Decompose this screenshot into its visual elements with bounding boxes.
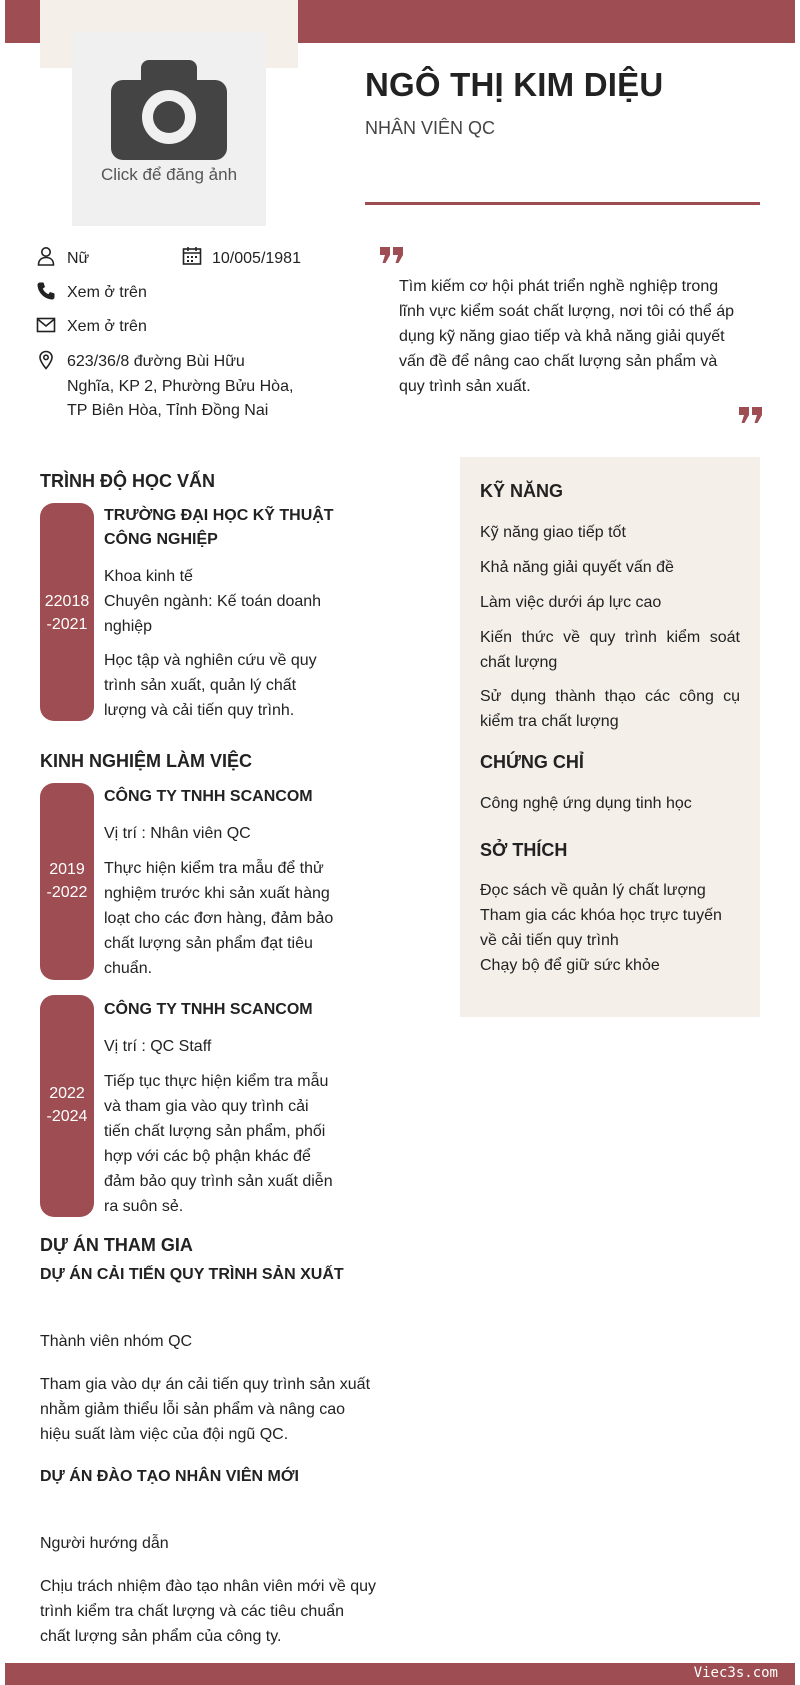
certificates-section-title: CHỨNG CHỈ: [480, 752, 584, 772]
education-date: [40, 590, 94, 636]
skill-item: Khả năng giải quyết vấn đề: [480, 559, 674, 576]
experience-section-title: KINH NGHIỆM LÀM VIỆC: [40, 751, 253, 771]
description-line: Chịu trách nhiệm đào tạo nhân viên mới về quy: [40, 1578, 377, 1595]
project-description: [40, 1574, 400, 1649]
education-description: [104, 648, 354, 723]
hobbies-section-title: SỞ THÍCH: [480, 840, 568, 860]
gender-value: Nữ: [67, 250, 90, 267]
project-role: Người hướng dẫn: [40, 1535, 169, 1552]
job-title: NHÂN VIÊN QC: [365, 118, 496, 138]
site-watermark: Viec3s.com: [693, 1665, 778, 1681]
description-line: chuẩn.: [104, 960, 153, 977]
objective-line: lĩnh vực kiểm soát chất lượng, nơi tôi có thể áp: [399, 303, 735, 320]
objective-line: quy trình sản xuất.: [399, 378, 531, 395]
experience-description: [104, 1069, 360, 1219]
hobby-line: Đọc sách về quản lý chất lượng: [480, 882, 706, 899]
user-icon: [36, 246, 56, 266]
project-description: [40, 1372, 400, 1447]
education-section-title: TRÌNH ĐỘ HỌC VẤN: [40, 471, 215, 491]
address-line-3: TP Biên Hòa, Tỉnh Đồng Nai: [67, 402, 269, 419]
company-name: CÔNG TY TNHH SCANCOM: [104, 788, 313, 805]
skill-item: Kỹ năng giao tiếp tốt: [480, 524, 626, 541]
skill-item: Sử dụng thành thạo các công cụ kiểm tra chất lượng: [480, 688, 740, 730]
description-line: nhằm giảm thiểu lỗi sản phẩm và nâng cao: [40, 1401, 346, 1418]
description-line: lượng và cải tiến quy trình.: [104, 702, 295, 719]
date-end: -2021: [46, 616, 88, 633]
email-value: Xem ở trên: [67, 318, 147, 335]
project-role: Thành viên nhóm QC: [40, 1333, 193, 1350]
objective-line: Tìm kiếm cơ hội phát triển nghề nghiệp trong: [399, 278, 719, 295]
mail-icon: [36, 315, 56, 335]
position: Vị trí : QC Staff: [104, 1038, 212, 1055]
phone-icon: [36, 281, 56, 301]
description-line: hợp với các bộ phận khác để: [104, 1148, 311, 1165]
faculty: Khoa kinh tế: [104, 568, 193, 585]
description-line: hiệu suất làm việc của đội ngũ QC.: [40, 1426, 289, 1443]
calendar-icon: [182, 246, 202, 266]
description-line: tiến chất lượng sản phẩm, phối: [104, 1123, 326, 1140]
hobby-line: về cải tiến quy trình: [480, 932, 619, 949]
date-start: 2022: [49, 1085, 85, 1102]
quote-open-icon: [379, 246, 405, 264]
projects-section-title: DỰ ÁN THAM GIA: [40, 1235, 193, 1255]
objective-text: [399, 274, 759, 399]
header-divider: [365, 202, 760, 205]
date-end: -2022: [46, 884, 88, 901]
description-line: đảm bảo quy trình sản xuất diễn: [104, 1173, 333, 1190]
project-name: DỰ ÁN ĐÀO TẠO NHÂN VIÊN MỚI: [40, 1468, 299, 1485]
objective-line: vấn đề để nâng cao chất lượng sản phẩm và: [399, 353, 718, 370]
hobby-line: Chạy bộ để giữ sức khỏe: [480, 957, 660, 974]
description-line: loạt cho các đơn hàng, đảm bảo: [104, 910, 334, 927]
date-start: 2019: [49, 861, 85, 878]
birthdate-value: 10/005/1981: [212, 250, 301, 267]
experience-date: [40, 858, 94, 904]
description-line: Học tập và nghiên cứu về quy: [104, 652, 317, 669]
description-line: nghiệm trước khi sản xuất hàng: [104, 885, 330, 902]
experience-date: [40, 1082, 94, 1128]
description-line: trình kiểm tra chất lượng và các tiêu chuẩn: [40, 1603, 345, 1620]
skill-item: Làm việc dưới áp lực cao: [480, 594, 662, 611]
skill-item: Kiến thức về quy trình kiểm soát chất lượng: [480, 629, 740, 671]
description-line: trình sản xuất, quản lý chất: [104, 677, 297, 694]
certificate-item: Công nghệ ứng dụng tinh học: [480, 795, 692, 812]
camera-icon[interactable]: [111, 60, 227, 160]
project-name: DỰ ÁN CẢI TIẾN QUY TRÌNH SẢN XUẤT: [40, 1266, 344, 1283]
photo-upload-label[interactable]: Click để đăng ảnh: [100, 165, 238, 184]
description-line: Tiếp tục thực hiện kiểm tra mẫu: [104, 1073, 329, 1090]
objective-line: dụng kỹ năng giao tiếp và khả năng giải quyết: [399, 328, 725, 345]
education-details: [104, 564, 354, 639]
school-name: [104, 504, 334, 552]
school-name-line: TRƯỜNG ĐẠI HỌC KỸ THUẬT: [104, 507, 334, 524]
description-line: ra suôn sẻ.: [104, 1198, 184, 1215]
address-line-1: 623/36/8 đường Bùi Hữu: [67, 353, 245, 370]
experience-description: [104, 856, 354, 981]
description-line: chất lượng sản phẩm đạt tiêu: [104, 935, 313, 952]
hobby-line: Tham gia các khóa học trực tuyến: [480, 907, 722, 924]
date-start: 22018: [44, 593, 90, 610]
skills-section-title: KỸ NĂNG: [480, 481, 564, 501]
date-end: -2024: [46, 1108, 88, 1125]
bottom-accent-bar: [5, 1663, 795, 1685]
company-name: CÔNG TY TNHH SCANCOM: [104, 1001, 313, 1018]
major: Chuyên ngành: Kế toán doanh: [104, 593, 322, 610]
description-line: và tham gia vào quy trình cải: [104, 1098, 309, 1115]
address-line-2: Nghĩa, KP 2, Phường Bửu Hòa,: [67, 378, 294, 395]
description-line: Thực hiện kiểm tra mẫu để thử: [104, 860, 324, 877]
description-line: chất lượng sản phẩm của công ty.: [40, 1628, 282, 1645]
position: Vị trí : Nhân viên QC: [104, 825, 251, 842]
description-line: Tham gia vào dự án cải tiến quy trình sản xuất: [40, 1376, 371, 1393]
quote-close-icon: [738, 406, 764, 424]
location-icon: [36, 350, 56, 370]
phone-value: Xem ở trên: [67, 284, 147, 301]
major-cont: nghiệp: [104, 618, 153, 635]
hobbies-list: [480, 878, 740, 978]
candidate-name: NGÔ THỊ KIM DIỆU: [365, 66, 664, 103]
school-name-line: CÔNG NGHIỆP: [104, 531, 218, 548]
